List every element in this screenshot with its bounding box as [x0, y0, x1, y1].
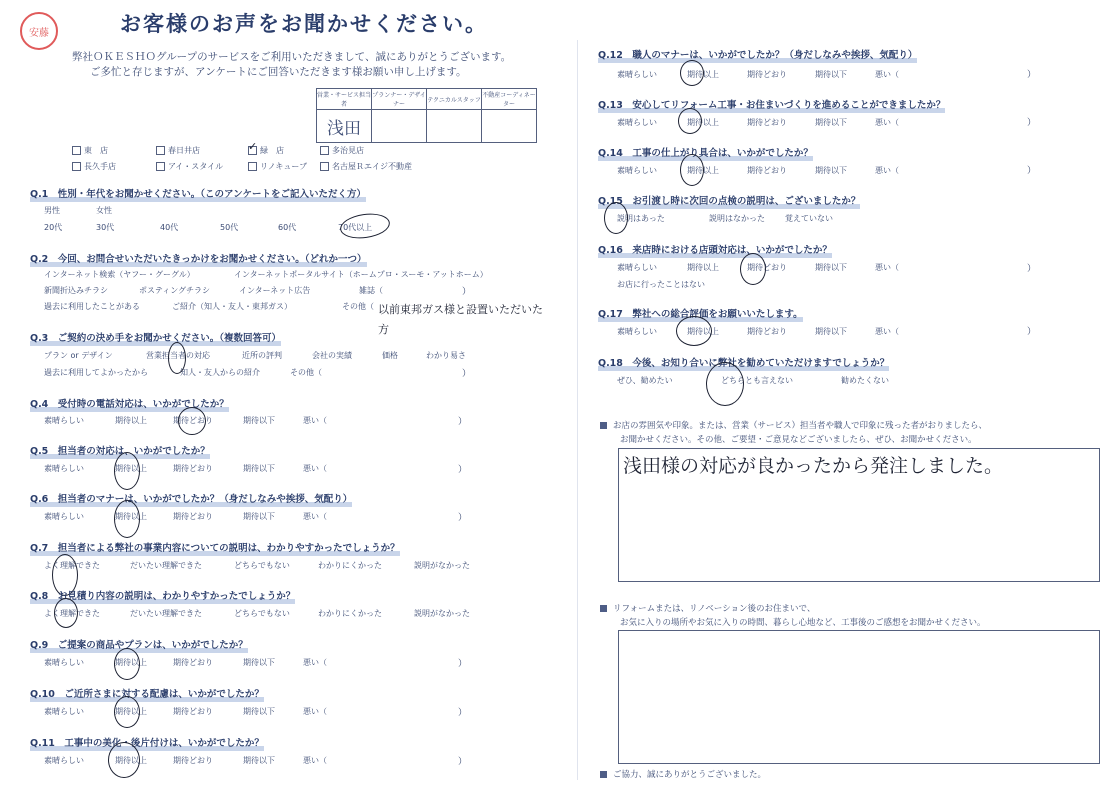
- option[interactable]: 説明がなかった: [414, 561, 470, 570]
- q9-options: [44, 657, 327, 668]
- q3-options-row1: [44, 350, 466, 361]
- answer-circle: [108, 742, 140, 778]
- option[interactable]: 素晴らしい: [617, 118, 657, 127]
- option[interactable]: その他（: [290, 368, 322, 377]
- option[interactable]: 素晴らしい: [44, 658, 84, 667]
- q2-options-row2: [44, 285, 383, 296]
- option[interactable]: わかりにくかった: [318, 561, 382, 570]
- option[interactable]: よく理解できた: [44, 561, 100, 570]
- comment-box-1[interactable]: [618, 448, 1100, 582]
- checkbox[interactable]: [72, 162, 81, 171]
- option[interactable]: 素晴らしい: [617, 70, 657, 79]
- option[interactable]: 期待どおり: [747, 327, 787, 336]
- option[interactable]: 素晴らしい: [44, 416, 84, 425]
- answer-circle: [339, 211, 392, 242]
- option[interactable]: 期待以上: [687, 70, 719, 79]
- option[interactable]: ぜひ、勧めたい: [617, 376, 673, 385]
- comment-prompt-2: リフォームまたは、リノベーション後のお住まいで、: [600, 602, 815, 614]
- question-15: Q.15 お引渡し時に次回の点検の説明は、ございましたか？: [598, 196, 861, 207]
- option[interactable]: 期待どおり: [173, 658, 213, 667]
- option[interactable]: 期待以上: [115, 464, 147, 473]
- answer-circle: [676, 316, 712, 346]
- staff-header: 営業・サービス担当者: [317, 89, 372, 110]
- option[interactable]: 期待以上: [687, 263, 719, 272]
- option[interactable]: 期待どおり: [747, 70, 787, 79]
- option[interactable]: 女性: [96, 206, 112, 215]
- q5-options: [44, 463, 327, 474]
- option[interactable]: お店に行ったことはない: [617, 280, 705, 289]
- intro-line-2: ご多忙と存じますが、アンケートにご回答いただきます様お願い申し上げます。: [90, 66, 467, 78]
- thanks-note: ご協力、誠にありがとうございました。: [600, 768, 766, 780]
- branch-option[interactable]: リノキューブ: [248, 161, 320, 172]
- option[interactable]: インターネットポータルサイト（ホームプロ・スーモ・アットホーム）: [234, 270, 488, 279]
- option[interactable]: 60代: [278, 223, 297, 232]
- q13-options: [617, 117, 899, 128]
- option[interactable]: 雑誌（: [359, 286, 383, 295]
- q2-options-row1: [44, 269, 488, 280]
- option[interactable]: 30代: [96, 223, 115, 232]
- option[interactable]: 期待以下: [243, 707, 275, 716]
- option[interactable]: 期待どおり: [173, 512, 213, 521]
- option[interactable]: 悪い（: [875, 118, 899, 127]
- option[interactable]: だいたい理解できた: [130, 561, 202, 570]
- option[interactable]: 悪い（: [875, 327, 899, 336]
- comment-prompt-1b: お聞かせください。その他、ご要望・ご意見などございましたら、ぜひ、お聞かせください。: [620, 435, 977, 445]
- checkbox[interactable]: [156, 146, 165, 155]
- answer-circle: [114, 696, 140, 728]
- option[interactable]: 40代: [160, 223, 179, 232]
- option[interactable]: 悪い（: [303, 658, 327, 667]
- option[interactable]: 価格: [382, 351, 398, 360]
- option[interactable]: 期待以下: [243, 756, 275, 765]
- option[interactable]: 期待以上: [115, 707, 147, 716]
- answer-circle: [680, 154, 704, 186]
- option[interactable]: 営業担当者の対応: [146, 351, 210, 360]
- question-18: Q.18 今後、お知り合いに弊社を勧めていただけますでしょうか？: [598, 358, 890, 369]
- checkbox[interactable]: [72, 146, 81, 155]
- option[interactable]: 期待以上: [687, 118, 719, 127]
- q8-options: [44, 608, 470, 619]
- option[interactable]: 素晴らしい: [44, 707, 84, 716]
- question-6: Q.6 担当者のマナーは、いかがでしたか？（身だしなみや挨拶、気配り）: [30, 494, 353, 505]
- option[interactable]: 覚えていない: [785, 214, 833, 223]
- option[interactable]: 期待以上: [115, 416, 147, 425]
- option[interactable]: 期待以下: [243, 658, 275, 667]
- staff-header: テクニカルスタッフ: [427, 89, 482, 110]
- comment-answer-1[interactable]: 浅田様の対応が良かったから発注しました。: [623, 455, 1004, 477]
- q1-age-options: [44, 222, 372, 233]
- option[interactable]: 期待どおり: [173, 416, 213, 425]
- option[interactable]: 説明はあった: [617, 214, 665, 223]
- option[interactable]: 悪い（: [875, 166, 899, 175]
- q2-handwritten-answer[interactable]: 以前東邦ガス様と設置いただいた方: [378, 303, 543, 336]
- staff-realestate-cell[interactable]: [482, 110, 537, 143]
- answer-circle: [54, 598, 78, 628]
- option[interactable]: 悪い（: [303, 756, 327, 765]
- option[interactable]: 会社の実績: [312, 351, 352, 360]
- answer-circle: [168, 342, 186, 374]
- question-1: Q.1 性別・年代をお聞かせください。（このアンケートをご記入いただく方）: [30, 189, 366, 200]
- option[interactable]: 過去に利用してよかったから: [44, 368, 148, 377]
- answer-circle: [178, 407, 206, 435]
- option[interactable]: 期待どおり: [747, 166, 787, 175]
- comment-prompt-1: お店の雰囲気や印象。または、営業（サービス）担当者や職人で印象に残った者がおりましたら、: [600, 419, 987, 431]
- q7-options: [44, 560, 470, 571]
- checkbox[interactable]: [320, 146, 329, 155]
- q6-options: [44, 511, 327, 522]
- option[interactable]: 悪い（: [875, 263, 899, 272]
- option[interactable]: 期待どおり: [747, 118, 787, 127]
- option[interactable]: 期待以下: [815, 327, 847, 336]
- checkbox[interactable]: [320, 162, 329, 171]
- q12-options: [617, 69, 899, 80]
- option[interactable]: 期待以下: [243, 464, 275, 473]
- option[interactable]: 素晴らしい: [617, 327, 657, 336]
- option[interactable]: 男性: [44, 206, 60, 215]
- comment-box-2[interactable]: [618, 630, 1100, 764]
- branch-option[interactable]: 春日井店: [156, 145, 248, 156]
- option[interactable]: 悪い（: [303, 512, 327, 521]
- option[interactable]: 期待以上: [115, 512, 147, 521]
- option[interactable]: インターネット広告: [239, 286, 311, 295]
- question-14: Q.14 工事の仕上がり具合は、いかがでしたか？: [598, 148, 813, 159]
- option[interactable]: 新聞折込みチラシ: [44, 286, 108, 295]
- option[interactable]: 悪い（: [303, 707, 327, 716]
- staff-technical-cell[interactable]: [427, 110, 482, 143]
- option[interactable]: だいたい理解できた: [130, 609, 202, 618]
- option[interactable]: ポスティングチラシ: [139, 286, 211, 295]
- answer-circle: [114, 500, 140, 538]
- q18-options: [617, 375, 889, 386]
- staff-table: [316, 88, 537, 143]
- option[interactable]: 説明はなかった: [709, 214, 765, 223]
- question-8: Q.8 お見積り内容の説明は、わかりやすかったでしょうか？: [30, 591, 296, 602]
- branch-option[interactable]: アイ・スタイル: [156, 161, 248, 172]
- intro-line-1: 弊社ＯＫＥＳＨＯグループのサービスをご利用いただきまして、誠にありがとうございます。: [72, 51, 512, 63]
- question-11: Q.11 工事中の美化・後片付けは、いかがでしたか？: [30, 738, 264, 749]
- option[interactable]: 悪い（: [875, 70, 899, 79]
- option[interactable]: 近所の評判: [242, 351, 282, 360]
- q1-gender-options: [44, 205, 112, 216]
- option[interactable]: 期待どおり: [173, 756, 213, 765]
- q10-options: [44, 706, 327, 717]
- question-2: Q.2 今回、お問合せいただいたきっかけをお聞かせください。（どれか一つ）: [30, 254, 367, 265]
- q16-options-row2: [617, 279, 705, 290]
- option[interactable]: 期待以下: [243, 512, 275, 521]
- option[interactable]: 素晴らしい: [617, 166, 657, 175]
- question-17: Q.17 弊社への総合評価をお願いいたします。: [598, 309, 803, 320]
- option[interactable]: 素晴らしい: [44, 512, 84, 521]
- option[interactable]: 70代以上: [338, 223, 373, 232]
- question-13: Q.13 安心してリフォーム工事・お住まいづくりを進めることができましたか？: [598, 100, 946, 111]
- option[interactable]: 素晴らしい: [44, 756, 84, 765]
- question-12: Q.12 職人のマナーは、いかがでしたか？（身だしなみや挨拶、気配り）: [598, 50, 918, 61]
- option[interactable]: 期待どおり: [173, 464, 213, 473]
- option[interactable]: どちらとも言えない: [721, 376, 793, 385]
- option[interactable]: 期待以下: [243, 416, 275, 425]
- option[interactable]: よく理解できた: [44, 609, 100, 618]
- branch-option[interactable]: 名古屋Ｒエイジ不動産: [320, 161, 460, 172]
- option[interactable]: 知人・友人からの紹介: [180, 368, 260, 377]
- staff-header: 不動産コーディネーター: [482, 89, 537, 110]
- staff-sales-cell[interactable]: 浅田: [317, 110, 372, 143]
- option[interactable]: 悪い（: [303, 464, 327, 473]
- question-9: Q.9 ご提案の商品やプランは、いかがでしたか？: [30, 640, 248, 651]
- branch-option[interactable]: 長久手店: [72, 161, 156, 172]
- answer-circle: [114, 648, 140, 680]
- staff-planner-cell[interactable]: [372, 110, 427, 143]
- option[interactable]: ご紹介（知人・友人・東邦ガス）: [172, 302, 292, 311]
- option[interactable]: 期待以上: [115, 756, 147, 765]
- option[interactable]: プラン or デザイン: [44, 351, 113, 360]
- option[interactable]: 20代: [44, 223, 63, 232]
- question-3: Q.3 ご契約の決め手をお聞かせください。（複数回答可）: [30, 333, 282, 344]
- checkbox[interactable]: ✓: [248, 140, 258, 153]
- option[interactable]: 期待以下: [815, 166, 847, 175]
- answer-circle: [114, 452, 140, 490]
- column-divider: [577, 40, 578, 780]
- option[interactable]: 期待どおり: [173, 707, 213, 716]
- option[interactable]: 説明がなかった: [414, 609, 470, 618]
- answer-circle: [678, 108, 702, 134]
- option[interactable]: 過去に利用したことがある: [44, 302, 140, 311]
- option[interactable]: 期待以上: [687, 327, 719, 336]
- seal-stamp: 安藤: [20, 12, 58, 50]
- branch-option[interactable]: 多治見店: [320, 145, 460, 156]
- option[interactable]: わかりにくかった: [318, 609, 382, 618]
- option[interactable]: 期待以下: [815, 263, 847, 272]
- option[interactable]: 勧めたくない: [841, 376, 889, 385]
- option[interactable]: その他（: [342, 302, 374, 311]
- option[interactable]: どちらでもない: [234, 561, 290, 570]
- answer-circle: [740, 253, 766, 285]
- option[interactable]: インターネット検索（ヤフー・グーグル）: [44, 270, 195, 279]
- q17-options: [617, 326, 899, 337]
- branch-checklist: [72, 140, 460, 172]
- branch-option[interactable]: ✓ 緑 店: [248, 140, 284, 155]
- option[interactable]: 悪い（: [303, 416, 327, 425]
- q14-options: [617, 165, 899, 176]
- branch-option[interactable]: 東 店: [72, 145, 156, 156]
- option[interactable]: 50代: [220, 223, 239, 232]
- question-7: Q.7 担当者による弊社の事業内容についての説明は、わかりやすかったでしょうか？: [30, 543, 400, 554]
- option[interactable]: 期待以上: [115, 658, 147, 667]
- answer-circle: [706, 362, 744, 406]
- question-16: Q.16 来店時における店頭対応は、いかがでしたか？: [598, 245, 832, 256]
- checkbox[interactable]: [248, 162, 257, 171]
- answer-circle: [604, 202, 628, 234]
- staff-header: プランナー・デザイナー: [372, 89, 427, 110]
- option[interactable]: どちらでもない: [234, 609, 290, 618]
- q15-options: [617, 213, 833, 224]
- option[interactable]: 期待以上: [687, 166, 719, 175]
- option[interactable]: 素晴らしい: [617, 263, 657, 272]
- option[interactable]: 期待以下: [815, 70, 847, 79]
- question-10: Q.10 ご近所さまに対する配慮は、いかがでしたか？: [30, 689, 264, 700]
- option[interactable]: わかり易さ: [426, 351, 466, 360]
- question-5: Q.5 担当者の対応は、いかがでしたか？: [30, 446, 210, 457]
- checkbox[interactable]: [156, 162, 165, 171]
- option[interactable]: 期待以下: [815, 118, 847, 127]
- answer-circle: [680, 60, 704, 86]
- q2-options-row3: [44, 301, 374, 312]
- comment-prompt-2b: お気に入りの場所やお気に入りの時間、暮らし心地など、工事後のご感想をお聞かせください。: [620, 618, 986, 628]
- question-4: Q.4 受付時の電話対応は、いかがでしたか？: [30, 399, 229, 410]
- option[interactable]: 素晴らしい: [44, 464, 84, 473]
- option[interactable]: 期待どおり: [747, 263, 787, 272]
- q11-options: [44, 755, 327, 766]
- page-title: お客様のお声をお聞かせください。: [120, 12, 488, 36]
